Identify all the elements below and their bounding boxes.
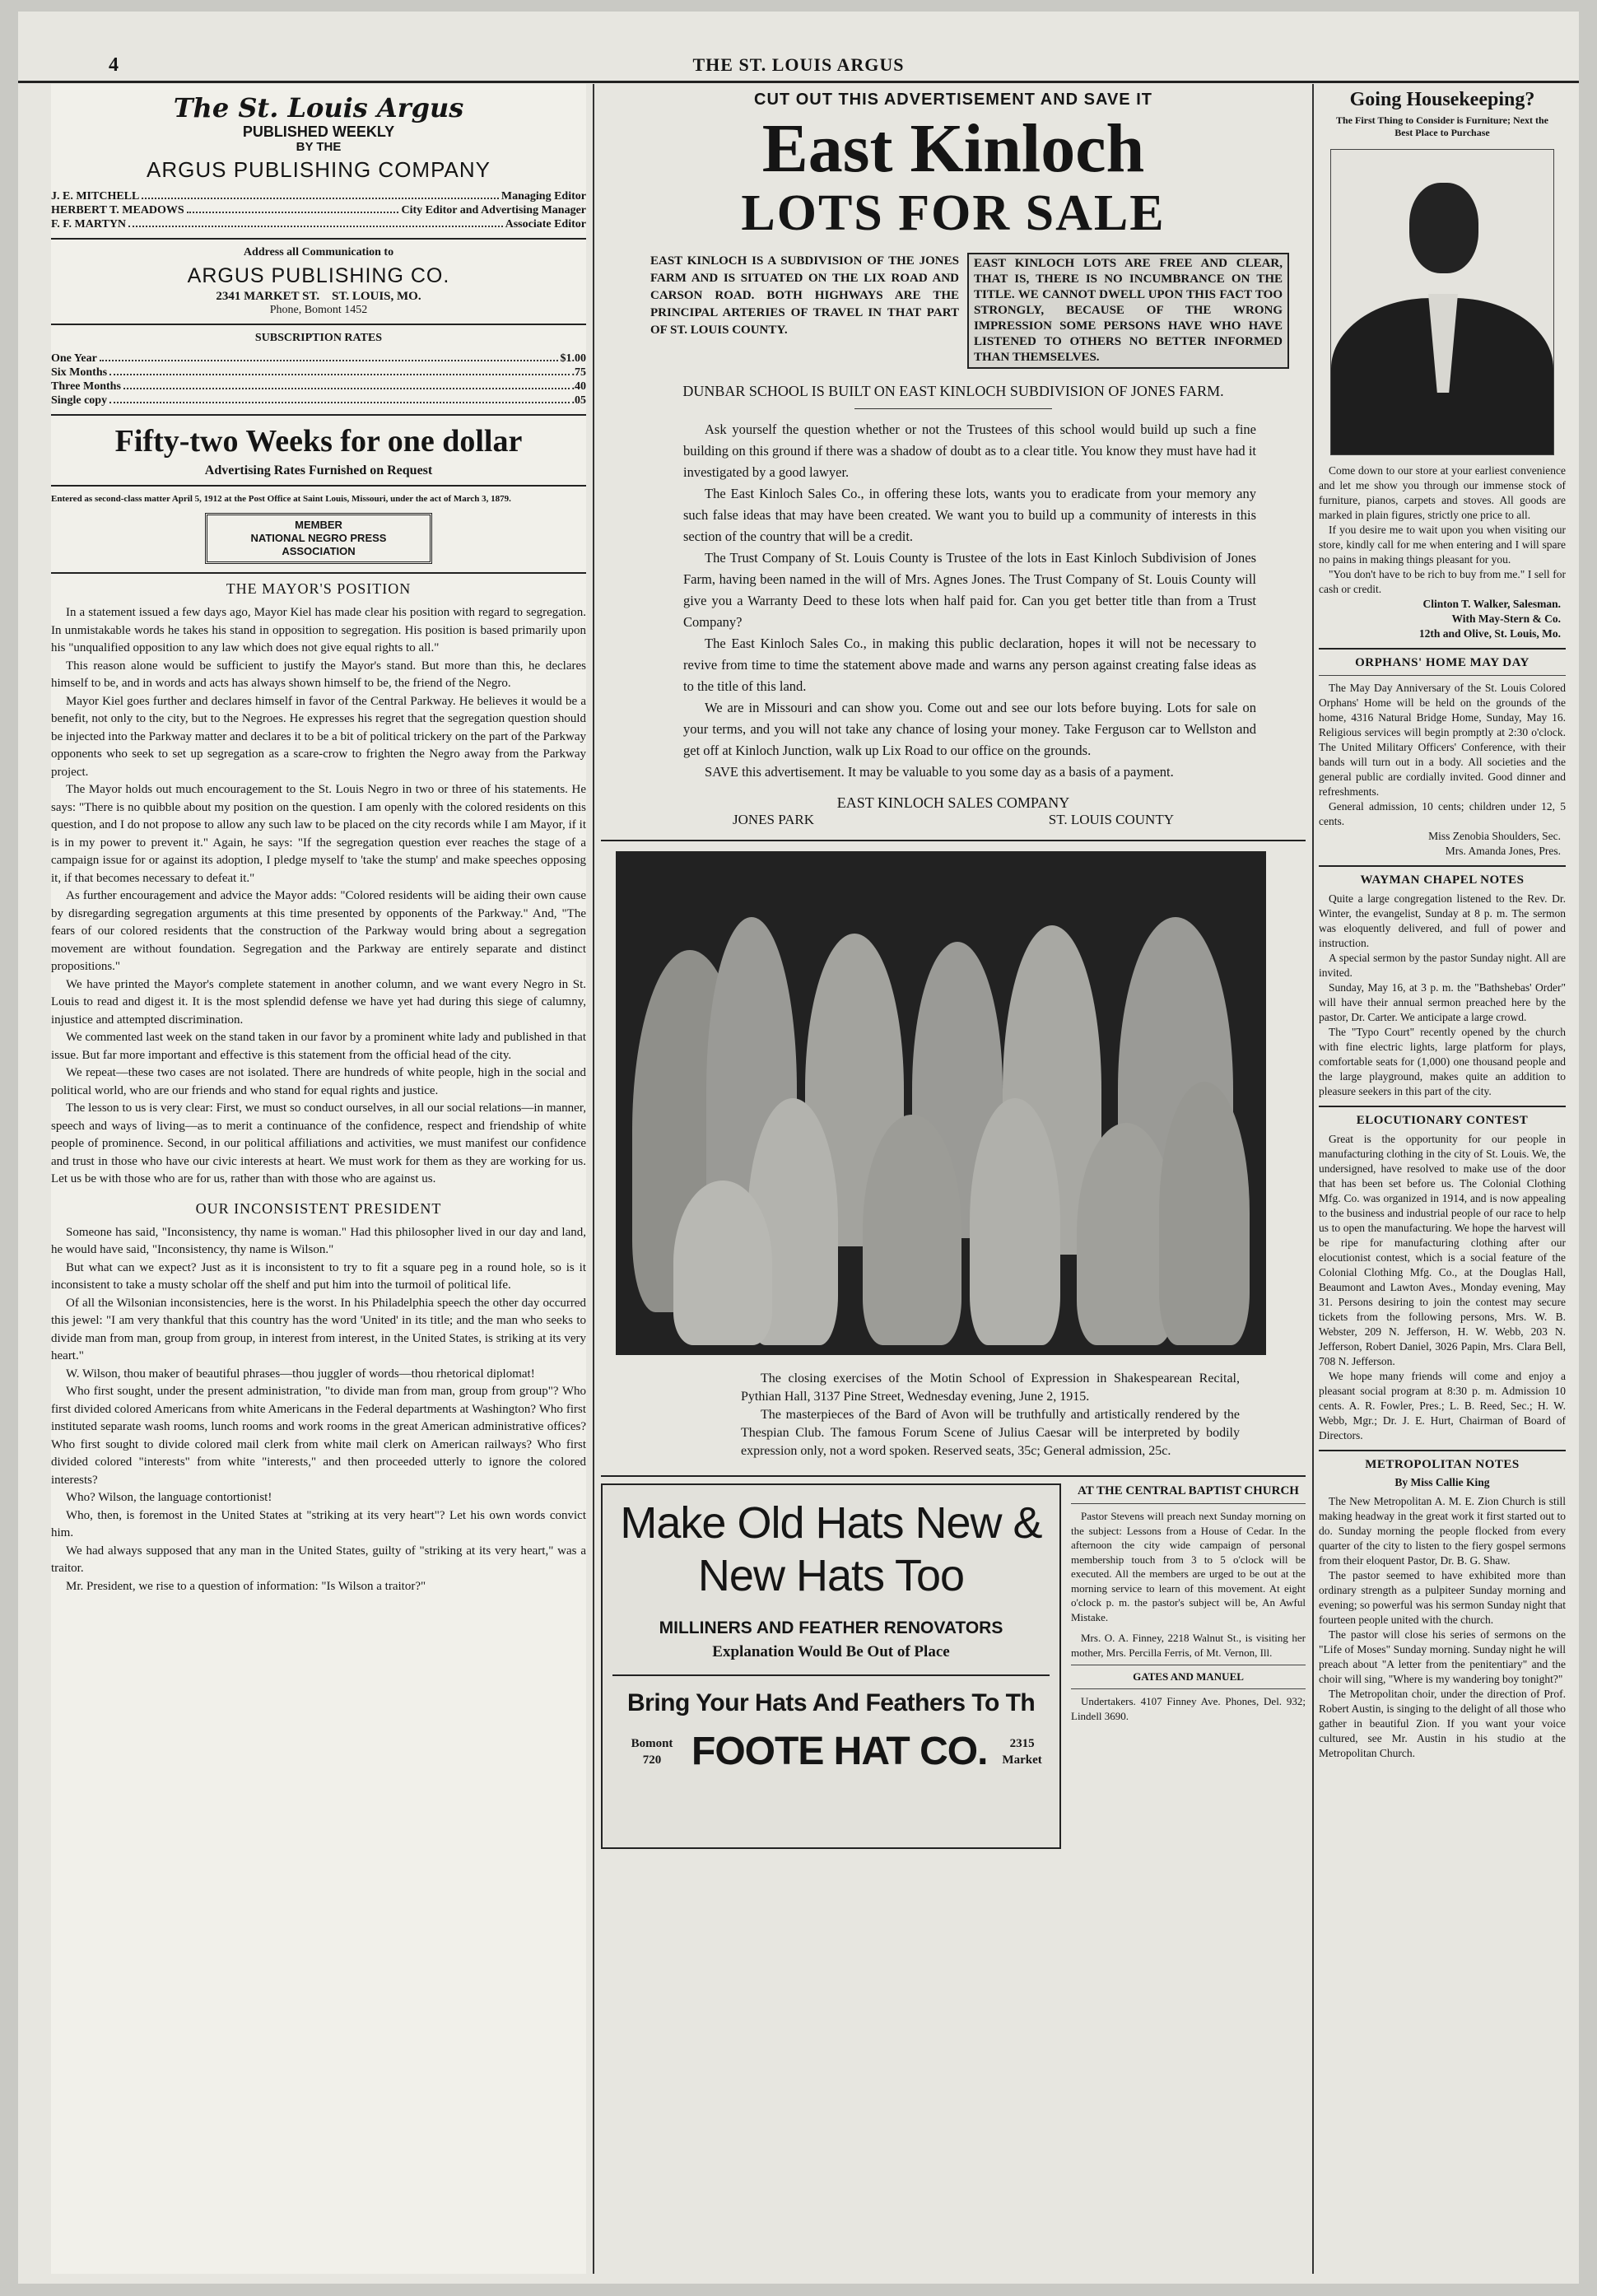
staff-list: [51, 189, 586, 231]
page-number: 4: [109, 54, 119, 76]
nameplate: The St. Louis Argus: [173, 92, 464, 123]
going-housekeeping-title: Going Housekeeping?: [1349, 89, 1535, 110]
central-baptist-notes: AT THE CENTRAL BAPTIST CHURCH Pastor Stevens will preach next Sunday morning on the subject: Lessons from a House of Cedar. In the afternoon the city wide campaign of personal membership touch from 3 to 5 o'clock will be executed. All the members are urged to be out at the morning service to learn of this movement. At eight o'clock p. m. the pastor's subject will be, An Awful Mistake. Mrs. O. A. Finney, 2218 Walnut St., is visiting her mother, Mrs. Percilla Ferris, of Mt. Vernon, Ill. GATES AND MANUEL Undertakers. 4107 Finney Ave. Phones, Del. 932; Lindell 3690.: [1071, 1484, 1306, 1722]
staff-row: F. F. MARTYN Associate Editor: [51, 218, 586, 231]
address-company: ARGUS PUBLISHING CO.: [187, 264, 450, 287]
cut-out-kicker: CUT OUT THIS ADVERTISEMENT AND SAVE IT: [754, 91, 1152, 109]
foote-hat-name: FOOTE HAT CO.: [691, 1730, 988, 1773]
st-louis-county: ST. LOUIS COUNTY: [1048, 812, 1174, 827]
page-header: [18, 12, 1579, 83]
salesman-signature: Clinton T. Walker, Salesman. With May-Stern & Co. 12th and Olive, St. Louis, Mo.: [1418, 598, 1561, 640]
lot-info-boxes: [650, 253, 1289, 369]
subdivision-info: EAST KINLOCH IS A SUBDIVISION OF THE JONES FARM AND IS SITUATED ON THE LIX ROAD AND CARSON ROAD. BOTH HIGHWAYS ARE THE PRINCIPAL ARTERIES OF TRAVEL IN THAT PART OF ST. LOUIS COUNTY.: [650, 254, 959, 337]
phone: Phone, Bomont 1452: [269, 304, 368, 316]
rate-row: Six Months .75: [51, 366, 586, 379]
inconsistent-president-article: Someone has said, "Inconsistency, thy name is woman." Had this philosopher lived in our day and land, he would have said, "Inconsistency, thy name is Wilson." But what can we expect? Just as it is inconsistent to try to fit a square peg in a round hole, so is it inconsistent to take a musty scholar off the shelf and put him into the turmoil of political life. Of all the Wilsonian inconsistencies, here is the worst. In his Philadelphia speech the other day occurred this jewel: "I am very thankful that this country has the word 'United' in its title; and the man who seeks to divide man from man, group from group, in interest from interest, in the United States, is striking at its very heart." W. Wilson, thou maker of beautiful phrases—thou juggler of words—thou rhetorical diplomat! Who first sought, under the present administration, "to divide man from man, group from group"? Who first divided colored Americans from white Americans in the Federal departments at Washington? Who first instituted separate wash rooms, lunch rooms and work rooms in the great American administrative offices? Who first sought to divide colored mail clerk from white mail clerk on American railways? Who first divided colored "interests" from white "interests," and then proceeded utterly to ignore the colored interests? Who? Wilson, the language contortionist! Who, then, is foremost in the United States at "striking at its very heart"? Let his own words convict him. We had always supposed that any man in the United States, guilty of "striking at its very heart," was a traitor. Mr. President, we rise to a question of information: "Is Wilson a traitor?": [51, 1225, 586, 1593]
orphans-signature: Miss Zenobia Shoulders, Sec. Mrs. Amanda Jones, Pres.: [1428, 830, 1561, 857]
housekeeping-subtitle: The First Thing to Consider is Furniture; Next the Best Place to Purchase: [1335, 114, 1548, 138]
address-street: 2341 MARKET ST. ST. LOUIS, MO.: [216, 290, 421, 303]
company-name: ARGUS PUBLISHING COMPANY: [147, 157, 491, 182]
rate-row: One Year $1.00: [51, 352, 586, 365]
rates-list: [51, 352, 586, 408]
clear-title-info: EAST KINLOCH LOTS ARE FREE AND CLEAR, THAT IS, THERE IS NO INCUMBRANCE ON THE TITLE. WE CANNOT DWELL UPON THIS FACT TOO STRONGLY, BECAUSE OF THE WRONG IMPRESSION SOME PERSONS HAVE WHO HAVE LISTENED TO OTHERS NO BETTER INFORMED THAN THEMSELVES.: [967, 253, 1289, 369]
mayor-position-title: THE MAYOR'S POSITION: [226, 580, 412, 597]
recital-caption: The closing exercises of the Motin School of Expression in Shakespearean Recital, Pythian Hall, 3137 Pine Street, Wednesday evening, June 2, 1915. The masterpieces of the Bard of Avon will be truthfully and artistically rendered by the Thespian Club. The famous Forum Scene of Julius Caesar will be interpreted by bodily expression only, not a word spoken. Reserved seats, 35c; General admission, 25c.: [741, 1372, 1240, 1458]
by-the: BY THE: [296, 140, 342, 154]
slogan: Fifty-two Weeks for one dollar: [114, 424, 523, 459]
right-column: Going Housekeeping? The First Thing to Consider is Furniture; Next the Best Place to Purchase Come down to our store at your earliest convenience and let me show you through our immense stock of furniture, pianos, carpets and stoves. All goods are marked in plain figures, strictly one price to all. If you desire me to wait upon you when visiting our store, kindly call for me when entering and I will spare no pains in making things pleasant for you. "You don't have to be rich to buy from me." I sell for cash or credit. Clinton T. Walker, Salesman. With May-Stern & Co. 12th and Olive, St. Louis, Mo. ORPHANS' HOME MAY DAY The May Day Anniversary of the St. Louis Colored Orphans' Home will be held on the grounds of the home, 4316 Natural Bridge Home, Sunday, May 16. Religious services will begin promptly at 2:30 o'clock. The United Military Officers' Conference, with their bands will turn out in a body. All societies and the general public are cordially invited. Good dinner and refreshments. General admission, 10 cents; children under 12, 5 cents. Miss Zenobia Shoulders, Sec. Mrs. Amanda Jones, Pres. WAYMAN CHAPEL NOTES Quite a large congregation listened to the Rev. Dr. Winter, the evangelist, Sunday at 8 p. m. The sermon was eloquently delivered, and full of power and instruction. A special sermon by the pastor Sunday night. All are invited. Sunday, May 16, at 3 p. m. the "Bathshebas' Order" will have their annual sermon preached here by the pastor, Dr. Carter. We anticipate a large crowd. The "Typo Court" recently opened by the church with fine electric lights, large platform for plays, comfortable seats for (1,000) one thousand people and the large playground, makes quite an addition to pleasure seekers in this part of the city. ELOCUTIONARY CONTEST Great is the opportunity for our people in manufacturing clothing in the city of St. Louis. We, the undersigned, have resolved to make use of the door that has been set before us. The Colonial Clothing Mfg. Co. was organized in 1914, and is now appealing to the business and industrial people of our race to help us to open the manufacturing. We hope the harvest will be ripe for manufacturing clothing after our elocutionist contest, which is a social feature of the Colonial Clothing Mfg. Co., at the Douglas Hall, Beaumont and Lawton Aves., Monday evening, May 31. Persons desiring to join the contest may secure tickets from the following persons, Mrs. W. B. Webster, 209 N. Jefferson, H. W. Webb, 203 N. Jefferson, Robert Daniel, 3026 Papin, Mrs. Clara Bell, 708 N. Jefferson. We hope many friends will come and enjoy a pleasant social program at 8:30 p. m. Admission 10 cents. A. R. Fowler, Pres.; L. B. Reed, Sec.; H. W. Webb, Mgr.; Dr. J. E. Hurt, Chairman of Board of Directors. METROPOLITAN NOTES By Miss Callie King The New Metropolitan A. M. E. Zion Church is still making headway in the great work it first started out to do. Sunday morning the people flocked from every quarter of the city to listen to the fiery gospel sermons from their eloquent Pastor, Dr. B. G. Shaw. The pastor seemed to have exhibited more than ordinary strength as a pulpiteer Sunday morning and evening; so powerful was his sermon Sunday night that fourteen people united with the church. The pastor will close his series of sermons on the "Life of Moses" Sunday morning. Sunday night he will preach about "A letter from the penitentiary" and the choir will sing, "Where is my wandering boy tonight?" The Metropolitan choir, under the direction of Prof. Robert Austin, is singing to the delight of all those who gather in beautiful Zion. If you want your voice cultured, see Mr. Austin in his studio at the Metropolitan Church.: [1319, 89, 1566, 1759]
kinloch-ad-body: Ask yourself the question whether or not the Trustees of this school would build up such a fine building on this ground if there was a shadow of doubt as to a clear title. You know they must have had it investigated by a good lawyer. The East Kinloch Sales Co., in offering these lots, wants you to eradicate from your memory any such false ideas that may have been created. We want you to build up a community of interests in this section of the country that will be a credit. The Trust Company of St. Louis County is Trustee of the lots in East Kinloch Subdivision of Jones Farm, having been named in the will of Mrs. Agnes Jones. The Trust Company of St. Louis County will give you a Warranty Deed to these lots when half paid for. Can you get better title than from a Trust Company? The East Kinloch Sales Co., in making this public declaration, hopes it will not be necessary to revive from time to time the statement above made and warns any person against creating false ideas as to the title of this land. We are in Missouri and can show you. Come out and see our lots before buying. Lots for sale on your terms, and you will not take any chance of losing your money. Take Ferguson car to Wellston and get off at Kinloch Junction, walk up Lix Road to our office on the grounds. SAVE this advertisement. It may be valuable to you some day as a basis of a payment.: [683, 421, 1256, 780]
east-kinloch-headline: East Kinloch: [761, 110, 1145, 187]
metropolitan-byline: By Miss Callie King: [1394, 1476, 1490, 1488]
inconsistent-president-title: OUR INCONSISTENT PRESIDENT: [195, 1199, 442, 1217]
advertising-rates: Advertising Rates Furnished on Request: [204, 463, 433, 477]
sales-location: [733, 812, 1174, 828]
recital-photograph: [616, 851, 1266, 1355]
bottom-ads-row: [601, 1483, 1306, 1849]
lots-for-sale-headline: LOTS FOR SALE: [741, 185, 1166, 241]
rate-row: Single copy .05: [51, 394, 586, 407]
newspaper-page: [18, 12, 1579, 2284]
mayor-position-article: In a statement issued a few days ago, Mayor Kiel has made clear his position with regard to segregation. In unmistakable words he takes his stand in opposition to segregation. His position is based primarily upon his "unqualified opposition to any law which does not give equal rights to all." This reason alone would be sufficient to justify the Mayor's stand. But more than this, he declares himself to be, and in words and acts has always shown himself to be, the friend of the Negro. Mayor Kiel goes further and declares himself in favor of the Central Parkway. He believes it would be a benefit, not only to the city, but to the Negroes. He expresses his regret that the segregation question should be injected into the Parkway matter and declares it to be a bit of political trickery on the part of the Parkway opponents who seek to set up segregation as a scare-crow to frighten the Negro away from the Parkway project. The Mayor holds out much encouragement to the St. Louis Negro in two or three of his statements. He says: "There is no quibble about my position on the question. I am openly with the colored residents on this question, and I do not propose to allow any such law to be placed on the city records while I am Mayor, if it is in my power to prevent it." Again, he says: "If the segregation question ever reaches the stage of a campaign issue for or against its adoption, I pledge myself to 'take the stump' and make speeches opposing it, if that becomes necessary to defeat it." As further encouragement and advice the Mayor adds: "Colored residents will be aiding their own cause by disregarding segregation arguments at this time presented by opponents of the Parkway." And, "The fears of our colored residents that the construction of the Parkway would bring about a segregation movement are without foundation. Segregation and the Parkway are entirely separate and distinct propositions." We have printed the Mayor's complete statement in another column, and we want every Negro in St. Louis to read and digest it. It is the most splendid defense we have yet had during this siege of calumny, injustice and attempted discrimination. We commented last week on the stand taken in our favor by a prominent white lady and published in that issue. But far more important and effective is this statement from the official head of the city. We repeat—these two cases are not isolated. There are hundreds of white people, high in the social and political world, who are our friends and who stand for equal rights and justice. The lesson to us is very clear: First, we must so conduct ourselves, in all our social relations—in manner, speech and ways of living—as to merit a continuance of the confidence, respect and friendship of white people of prominence. Second, in our political affiliations and activities, we must manifest our confidence and trust in those who have our civic interests at heart. We must work for them as they are working for us. Let us be with those who are for us, rather than with those who are against us.: [51, 606, 586, 1185]
rates-title: SUBSCRIPTION RATES: [254, 332, 383, 344]
press-association-badge: MEMBER NATIONAL NEGRO PRESS ASSOCIATION: [205, 513, 432, 564]
staff-row: J. E. MITCHELL Managing Editor: [51, 190, 586, 203]
published-weekly: PUBLISHED WEEKLY: [242, 123, 395, 140]
orphans-home-title: ORPHANS' HOME MAY DAY: [1355, 656, 1529, 669]
staff-row: HERBERT T. MEADOWS City Editor and Advertising Manager: [51, 204, 586, 217]
address-label: Address all Communication to: [243, 246, 394, 258]
editorial-column: [51, 84, 586, 2274]
elocutionary-contest-title: ELOCUTIONARY CONTEST: [1356, 1114, 1529, 1127]
jones-park: JONES PARK: [733, 812, 815, 827]
salesman-portrait: [1330, 149, 1554, 455]
wayman-chapel-title: WAYMAN CHAPEL NOTES: [1360, 873, 1525, 887]
center-column: [601, 84, 1306, 2274]
rate-row: Three Months .40: [51, 380, 586, 393]
sales-company: EAST KINLOCH SALES COMPANY: [836, 794, 1070, 811]
running-masthead: THE ST. LOUIS ARGUS: [692, 54, 905, 75]
dunbar-school: DUNBAR SCHOOL IS BUILT ON EAST KINLOCH SUBDIVISION OF JONES FARM.: [682, 383, 1224, 399]
entered-notice: Entered as second-class matter April 5, 1912 at the Post Office at Saint Louis, Missouri, under the act of March 3, 1879.: [51, 494, 511, 504]
foote-hat-ad: Make Old Hats New & New Hats Too MILLINERS AND FEATHER RENOVATORS Explanation Would Be Out of Place Bring Your Hats And Feathers To Th Bomont 720 FOOTE HAT CO. 2315 Market: [601, 1483, 1061, 1849]
metropolitan-notes-title: METROPOLITAN NOTES: [1365, 1458, 1520, 1471]
